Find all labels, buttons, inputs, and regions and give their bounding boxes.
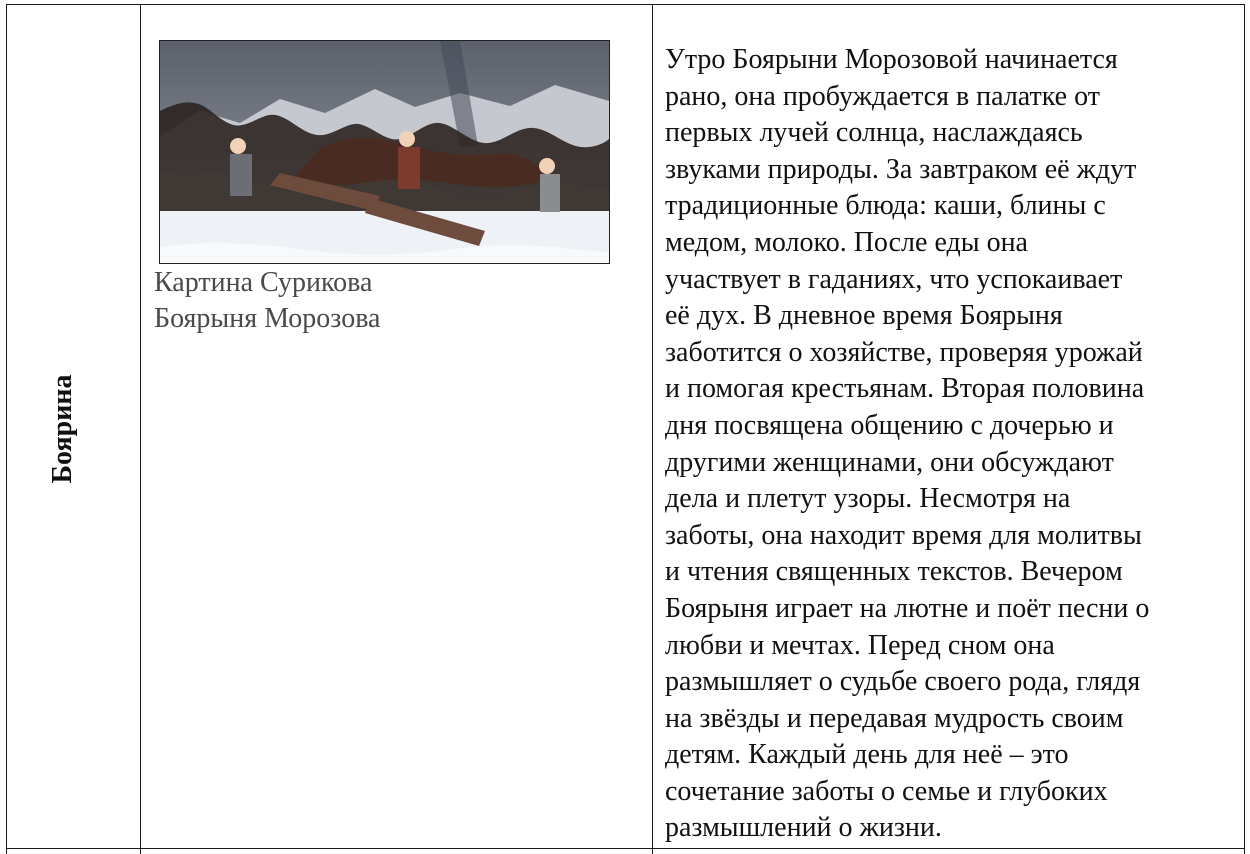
description-line: заботы, она находит время для молитвы [665,519,1142,551]
description-line: медом, молоко. После еды она [665,226,1028,258]
painting-image [159,40,610,264]
description-line: дела и плетут узоры. Несмотря на [665,483,1071,515]
painting-caption [154,265,624,337]
image-cell [141,5,652,848]
table-right-border [1244,4,1245,854]
description-line: участвует в гаданиях, что успокаивает [665,263,1123,295]
table-bottom-border [6,848,1244,849]
description-line: любви и мечтах. Перед сном она [665,629,1055,661]
description-line: размышлений о жизни. [665,812,942,844]
caption-line: Картина Сурикова [154,267,373,298]
row-label: Боярина [47,374,78,484]
description-line: заботится о хозяйстве, проверяя урожай [665,336,1143,368]
description-line: звуками природы. За завтраком её ждут [665,153,1137,185]
description-line: другими женщинами, они обсуждают [665,446,1114,478]
description-paragraph [665,42,1237,847]
description-line: дня посвящена общению с дочерью и [665,409,1114,441]
description-line: традиционные блюда: каши, блины с [665,190,1106,222]
description-line: размышляет о судьбе своего рода, глядя [665,666,1141,698]
description-line: рано, она пробуждается в палатке от [665,80,1100,112]
description-line: её дух. В дневное время Боярыня [665,300,1063,332]
description-line: на звёзды и передавая мудрость своим [665,702,1124,734]
caption-line: Боярыня Морозова [154,303,381,334]
description-line: детям. Каждый день для неё – это [665,739,1069,771]
description-line: и помогая крестьянам. Вторая половина [665,373,1145,405]
description-line: сочетание заботы о семье и глубоких [665,775,1108,807]
description-line: и чтения священных текстов. Вечером [665,556,1123,588]
description-cell [653,5,1244,848]
painting-illustration [160,41,609,263]
description-line: первых лучей солнца, наслаждаясь [665,117,1083,149]
role-cell [7,5,140,848]
description-line: Боярыня играет на лютне и поёт песни о [665,592,1150,624]
description-line: Утро Боярыни Морозовой начинается [665,44,1118,75]
